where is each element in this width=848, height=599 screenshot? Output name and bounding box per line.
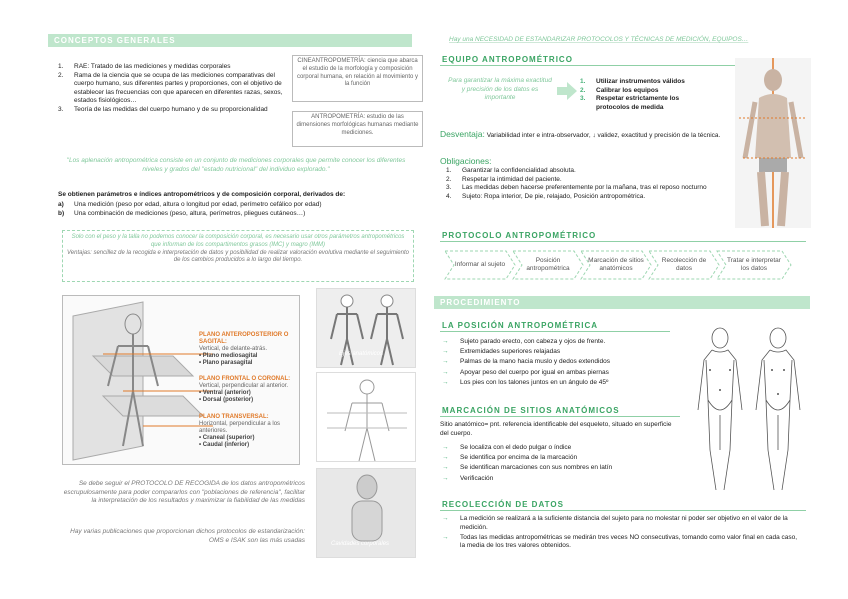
param-text: Una combinación de mediciones (peso, altura, perímetros, pliegues cutáneos…) [74, 209, 306, 217]
marcacion-item [442, 475, 682, 484]
flow-step-label: Marcación de sitios anatómicos [588, 257, 644, 272]
plane-desc: Vertical, perpendicular al anterior. [199, 383, 289, 389]
plane-title: PLANO TRANSVERSAL: [199, 414, 269, 420]
publications-text: Hay varias publicaciones que proporcionan dichos protocolos de estandarización: OMS e ISAK son las más usadas [70, 528, 305, 544]
plane-item: • Caudal (inferior) [199, 442, 250, 448]
step-text: Respetar estrictamente los protocolos de medida [596, 95, 680, 111]
arrow-icon: → [442, 368, 449, 376]
marcacion-text: Verificación [460, 474, 494, 482]
definition-text: RAE: Tratado de las mediciones y medidas corporales [74, 63, 231, 70]
recoleccion-item [442, 515, 802, 532]
marcacion-item [442, 454, 682, 463]
obligacion-number: 2. [446, 175, 452, 183]
protocol-flow [444, 250, 792, 280]
protocolo-title-text: PROTOCOLO ANTROPOMÉTRICO [442, 230, 597, 240]
cineantropometria-text: CINEANTROPOMETRÍA: ciencia que abarca el estudio de la morfología y composición corporal humana, en relación al movimiento y la función [296, 58, 419, 88]
obligacion-text: Las medidas deben hacerse preferentemente por la mañana, tras el reposo nocturno [462, 184, 707, 192]
procedimiento-title [434, 296, 810, 309]
top-note: Hay una NECESIDAD DE ESTANDARIZAR PROTOCOLOS Y TÉCNICAS DE MEDICIÓN, EQUIPOS… [449, 36, 749, 43]
obligacion-text: Garantizar la confidencialidad absoluta. [462, 167, 576, 174]
composition-text: Solo con el peso y la talla no podemos conocer la composición corporal, es necesario usar otros parámetros antropométricos que informan de los compartimentos grasos (IMC) y magro (IMM) [71, 234, 405, 248]
plane-desc: Horizontal, perpendicular a los anteriores. [199, 421, 281, 434]
equipo-steps [580, 78, 708, 112]
definition-item [58, 106, 286, 115]
arrow-icon: → [442, 378, 449, 386]
arrow-icon: → [442, 515, 449, 522]
plane-transversal [199, 414, 299, 449]
body-cavities-figure [316, 468, 416, 558]
desventaja-text: Variabilidad inter e intra-observador, ↓ validez, exactitud y precisión de la técnica. [486, 132, 721, 139]
plane-title: PLANO FRONTAL O CORONAL: [199, 376, 291, 382]
plane-frontal [199, 376, 299, 404]
flow-step-5 [716, 250, 792, 280]
body-outline-figure [316, 372, 416, 462]
marcacion-item [442, 464, 682, 473]
recoleccion-text: Todas las medidas antropométricas se medirán tres veces NO consecutivas, tomando como valor final en cada caso, la media de los tres valores obtenidos. [460, 533, 798, 550]
img-label-top: Ejes anatómicos [339, 351, 384, 357]
antropometria-text: ANTROPOMETRÍA: estudio de las dimensiones morfológicas humanas mediante mediciones. [296, 114, 419, 136]
section-title-conceptos [48, 34, 412, 47]
params-list [58, 201, 418, 218]
marcacion-text: Se identifica por encima de la marcación [460, 454, 578, 462]
arrow-icon: → [442, 474, 449, 482]
obligaciones-list [446, 167, 736, 201]
cineantropometria-box [292, 55, 423, 102]
anatomical-planes-figure [62, 295, 300, 465]
step-number: 2. [580, 86, 586, 94]
posicion-text: Los pies con los talones juntos en un ángulo de 45º [460, 378, 609, 386]
flow-step-label: Recolección de datos [661, 257, 707, 272]
flow-step-label: Tratar e interpretar los datos [727, 257, 781, 272]
param-letter: a) [58, 201, 64, 208]
marcacion-intro: Sitio anatómico= pnt. referencia identificable del esqueleto, situado en superficie del cuerpo. [440, 421, 672, 437]
skeleton-figure-top [316, 288, 416, 368]
obligacion-text: Respetar la intimidad del paciente. [462, 175, 562, 183]
equipo-step [580, 95, 708, 112]
params-title: Se obtienen parámetros e índices antropométricos y de composición corporal, derivados de: [58, 191, 346, 198]
definition-number: 1. [58, 63, 64, 70]
arrow-icon: → [442, 348, 449, 356]
definition-text: Rama de la ciencia que se ocupa de las mediciones comparativas del cuerpo humano, sus diferentes partes y proporciones, con el objetivo de establecer las frecuencias con que aparecen en diferentes razas, sexos, estados fisiológicos… [74, 71, 283, 105]
definition-number: 3. [58, 105, 64, 113]
plane-item: • Craneal (superior) [199, 435, 255, 441]
flow-step-3 [580, 250, 652, 280]
posicion-text: Palmas de la mano hacia muslo y dedos extendidos [460, 358, 610, 366]
posicion-list [442, 338, 682, 389]
obligacion-number: 1. [446, 167, 452, 174]
quote-text: "Los aplenación antropométrica consiste en un conjunto de mediciones corporales que permite conocer los diferentes niveles y grados del "estado nutricional" del individuo explorado." [66, 157, 406, 173]
arrow-right-icon [557, 82, 577, 100]
equipo-step [580, 78, 708, 87]
definition-item [58, 72, 286, 106]
definition-number: 2. [58, 71, 64, 79]
composition-box [62, 230, 414, 282]
marcacion-title-text: MARCACIÓN DE SITIOS ANATÓMICOS [442, 405, 620, 415]
arrow-icon: → [442, 464, 449, 472]
obligacion-item [446, 167, 736, 176]
img-label-bottom: Cavidades corporales [331, 541, 390, 547]
desventaja-block [440, 130, 730, 140]
posicion-title-text: LA POSICIÓN ANTROPOMÉTRICA [442, 320, 599, 330]
plane-item: • Plano parasagital [199, 360, 253, 366]
marcacion-text: Se identifican marcaciones con sus nombres en latín [460, 464, 613, 472]
flow-step-label: Posición antropométrica [526, 257, 570, 272]
guarantee-text: Para garantizar la máxima exactitud y precisión de los datos es importante [448, 77, 552, 102]
marcacion-list [442, 444, 682, 485]
obligacion-item [446, 176, 736, 185]
posicion-text: Sujeto parado erecto, con cabeza y ojos de frente. [460, 338, 606, 345]
obligacion-item [446, 184, 736, 193]
posicion-item [442, 338, 682, 347]
definition-text: Teoría de las medidas del cuerpo humano y de su proporcionalidad [74, 105, 268, 113]
plane-desc: Vertical, de delante-atrás. [199, 346, 268, 352]
flow-step-1 [444, 250, 516, 280]
obligacion-number: 3. [446, 184, 452, 192]
plane-sagital [199, 332, 299, 367]
recoleccion-list [442, 515, 802, 553]
param-item [58, 201, 418, 210]
recoleccion-item [442, 534, 802, 551]
recoleccion-text: La medición se realizará a la suficiente distancia del sujeto para no molestar ni poder ser objetivo en el valor de la medición. [460, 515, 788, 531]
equipo-title-text: EQUIPO ANTROPOMÉTRICO [442, 54, 573, 64]
param-item [58, 210, 418, 219]
ventajas-text: Ventajas: sencillez de la recogida e interpretación de datos y posibilidad de realizar valoración evolutiva mediante el seguimiento de los cambios producidos a lo largo del tiempo. [67, 249, 409, 264]
arrow-icon: → [442, 454, 449, 462]
obligaciones-label: Obligaciones: [440, 156, 492, 166]
definitions-list [58, 63, 286, 115]
posicion-item [442, 379, 682, 388]
posicion-item [442, 369, 682, 378]
plane-item: • Ventral (anterior) [199, 390, 251, 396]
plane-title: PLANO ANTEROPOSTERIOR O SAGITAL: [199, 332, 289, 345]
protocol-text: Se debe seguir el PROTOCOLO DE RECOGIDA de los datos antropométricos escrupulosamente para poder compararlos con "poblaciones de referencia", facilitar la interpretación de los resultados y maximizar la fiabilidad de las medidas [63, 480, 305, 505]
recoleccion-title-text: RECOLECCIÓN DE DATOS [442, 499, 564, 509]
recoleccion-title [440, 498, 806, 511]
obligacion-item [446, 193, 736, 202]
obligacion-number: 4. [446, 192, 452, 200]
anthropometric-position-figure [690, 320, 810, 495]
section-title-text: CONCEPTOS GENERALES [54, 36, 176, 45]
flow-step-2 [512, 250, 584, 280]
param-text: Una medición (peso por edad, altura o longitud por edad, perímetro cefálico por edad) [74, 201, 322, 208]
desventaja-label: Desventaja: [440, 129, 485, 139]
flow-step-label: Informar al sujeto [454, 261, 506, 268]
body-outline-icon [317, 373, 416, 462]
arrow-icon: → [442, 338, 449, 345]
obligacion-text: Sujeto: Ropa interior, De pie, relajado, Posición antropométrica. [462, 192, 646, 200]
posicion-text: Extremidades superiores relajadas [460, 348, 561, 356]
marcacion-title [440, 404, 680, 417]
step-text: Utilizar instrumentos válidos [596, 78, 685, 85]
procedimiento-title-text: PROCEDIMIENTO [440, 298, 521, 307]
flow-step-4 [648, 250, 720, 280]
person-measured-icon [735, 58, 811, 228]
posicion-text: Apoyar peso del cuerpo por igual en ambas piernas [460, 368, 609, 376]
param-letter: b) [58, 209, 65, 217]
arrow-icon: → [442, 358, 449, 366]
protocolo-title [440, 229, 806, 242]
antropometria-box [292, 111, 423, 147]
marcacion-item [442, 444, 682, 453]
equipo-step [580, 87, 708, 96]
arrow-icon: → [442, 533, 449, 541]
measurement-photo [735, 58, 811, 228]
plane-item: • Plano mediosagital [199, 353, 258, 359]
arrow-icon: → [442, 444, 449, 451]
body-front-back-icon [690, 320, 810, 495]
marcacion-text: Se localiza con el dedo pulgar o índice [460, 444, 572, 451]
plane-item: • Dorsal (posterior) [199, 397, 254, 403]
step-number: 1. [580, 78, 586, 85]
step-text: Calibrar los equipos [596, 86, 659, 94]
definition-item [58, 63, 286, 72]
step-number: 3. [580, 95, 586, 103]
posicion-title [440, 319, 670, 332]
posicion-item [442, 358, 682, 367]
posicion-item [442, 348, 682, 357]
